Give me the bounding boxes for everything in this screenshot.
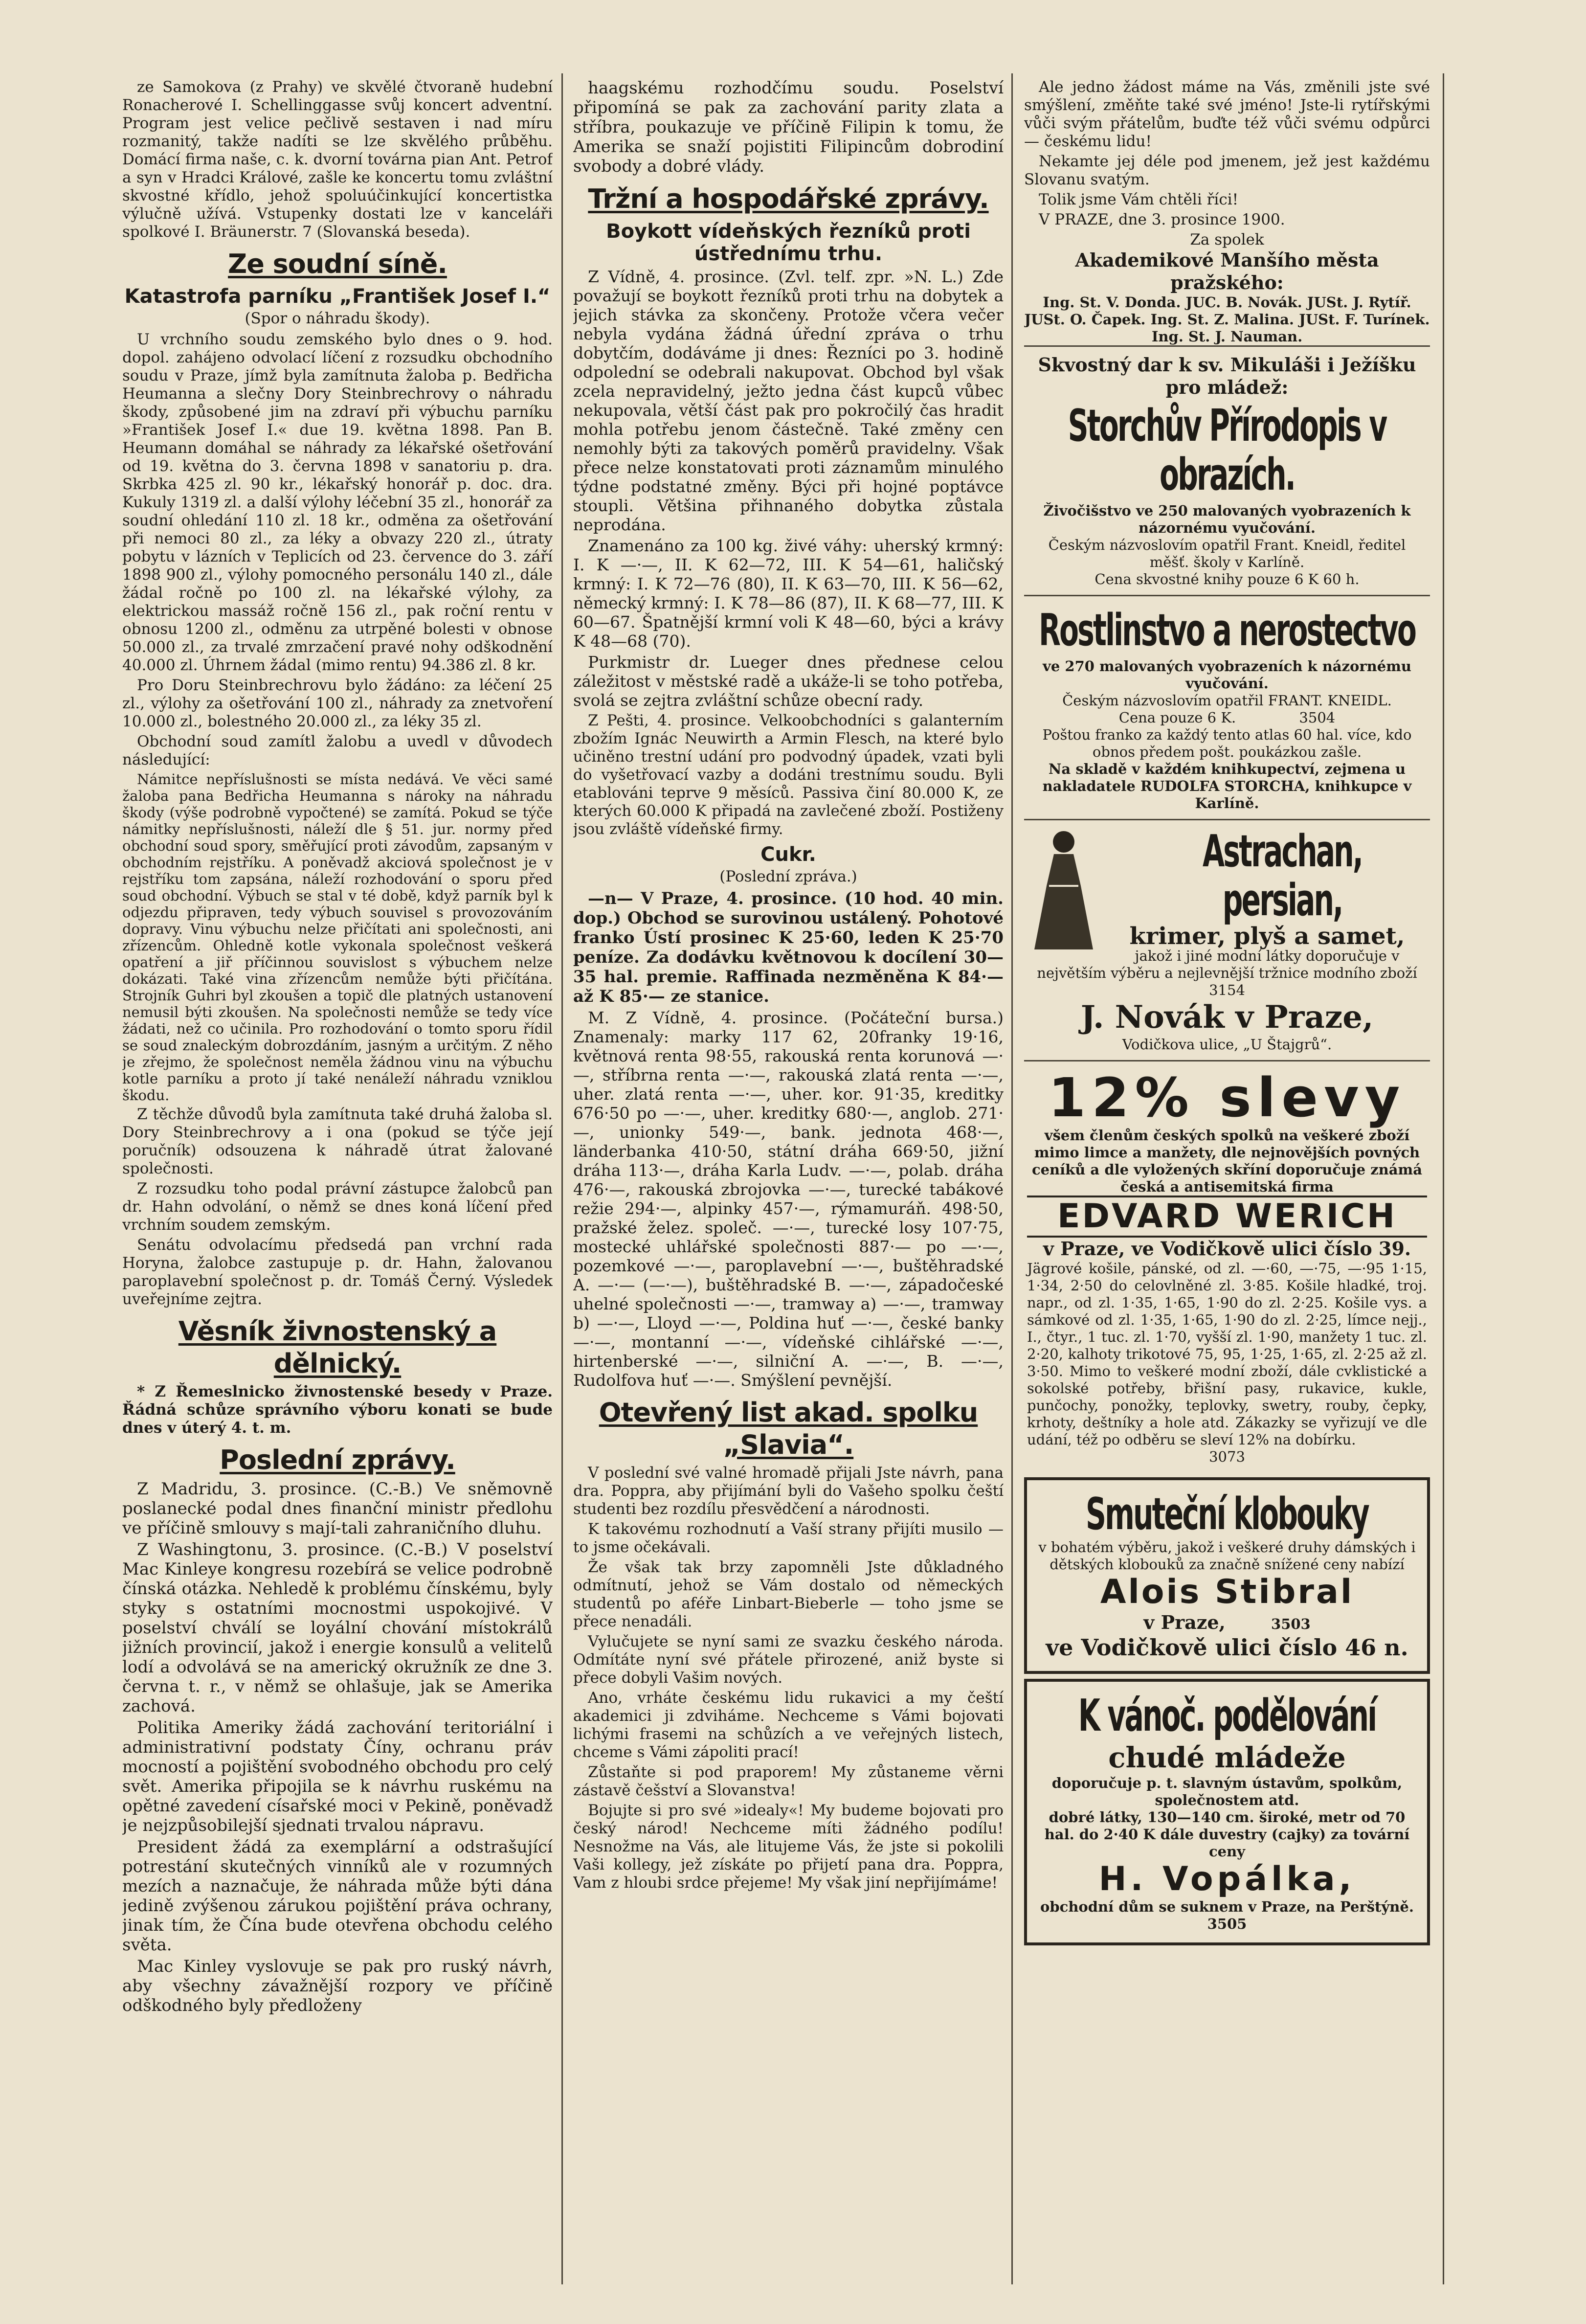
letter-organization: Akademikové Manšího města pražského: [1075, 249, 1379, 293]
ad-city [1032, 1611, 1422, 1634]
section-title-last-news: Poslední zprávy. [220, 1444, 455, 1475]
letter-paragraph: Že však tak brzy zapomněli Jste důkladného odmítnutí, jehož se Vám dostalo od německých studentů po aféře Linbart-Bieberle — toho jsme se přece nenadáli. [573, 1558, 1004, 1630]
ad-stibral [1024, 1477, 1430, 1674]
column-rule [1443, 73, 1444, 2284]
ad-code: 3505 [1207, 1916, 1247, 1932]
sugar-subhead: (Poslední zpráva.) [719, 868, 857, 885]
ad-code: 3073 [1209, 1448, 1245, 1465]
ad-firm: H. Vopálka, [1098, 1860, 1356, 1898]
column-left [122, 78, 553, 2279]
ad-author: Českým názvoslovím opatřil FRANT. KNEIDL. [1062, 692, 1392, 709]
column-middle [573, 78, 1004, 2279]
court-subhead: (Spor o náhradu škody). [245, 310, 430, 327]
ad-product-list: Jägrové košile, pánské, od zl. —·60, —·75, —·95 1·15, 1·34, 2·50 do celovlněné zl. 3·85. Košile hladké, troj. napr., od zl. 1·35, 1·65, 1·90 do zl. 2·25. Košile vys. a sámkové od zl. 1·35, 1·65, 1·90 do zl. 2·25, límce nejj., I., čtyr., 1 tuc. zl. 1·70, vyšší zl. 1·90, manžety 1 tuc. zl. 2·20, kalhoty trikotové 75, 95, 1·25, 1·65, zl. 2·25 až zl. 3·50. Mimo to veškeré modní zboží, dále cvklistické a sokolské potřeby, břišní pasy, rukavice, kukle, punčochy, ponožky, teplovky, swetry, rouby, čepky, krhoty, deštníky a hole atd. Zákazky se vyřizují ve dle udání, též po odběru se sleví 12% na dobírku. [1027, 1260, 1427, 1448]
ad-storch-zoology [1024, 345, 1430, 595]
ad-book-title: Storchův Přírodopis v obrazích. [1068, 400, 1386, 500]
letter-date: V PRAZE, dne 3. prosince 1900. [1039, 211, 1285, 228]
ad-description: v bohatém výběru, jakož i veškeré druhy dámských i dětských klobouků za značně snížené ceny nabízí [1038, 1539, 1416, 1573]
ad-headline: K vánoč. podělování [1078, 1690, 1376, 1741]
article-paragraph: Námitce nepříslušnosti se místa nedává. Ve věci samé žaloba pana Bedřicha Heumanna s nároky na náhradu škody (výše podrobně vypočtené) se zamítá. Pokud se týče námitky nepříslušnosti, náleží dle § 51. jur. normy před obchodní soud spory, směřující proti závodům, zapsaným v obchodním rejstříku. A poněvadž akciová společnost je v rejstříku tom zapsána, náleží rozhodování o sporu před soud obchodní. Výbuch se stal v té době, když parník byl k odjezdu připraven, tedy výbuch souvisel s provozováním dopravy. Vinu výbuchu nelze přičítati ani společnosti, ani zřízencům. Ohledně kotle vykonala společnost veškerá opatření a jiř příčinnou souvislost s výbuchem nelze dokázati. Také vina zřízencům nemůže býti přičítána. Strojník Guhri byl zkoušen a topič dle platných ustanovení nemusil býti zkoušen. Na společnosti nemůže se tedy více žádati, než co učinila. Pro rozhodování o tomto sporu řídil se soud znaleckým dobrozdáním, jasným a určitým. Z něho je zřejmo, že společnost neměla žádnou vinu na výbuchu kotle parníku a proto jí také nenáleží náhradu vzniklou škodu. [122, 771, 553, 1104]
ad-description: všem členům českých spolků na veškeré zboží mimo limce a manžety, dle nejnovějších povných ceníků a dle vyložených skříní doporučuje známá česká a antisemitská firma [1031, 1127, 1423, 1195]
ad-description-text: jakož i jiné modní látky doporučuje v největším výběru a nejlevnější tržnice modního zboží [1037, 948, 1417, 981]
letter-paragraph: Zůstaňte si pod praporem! My zůstaneme věrni zástavě češství a Slovanstva! [573, 1763, 1004, 1799]
letter-paragraph: Ano, vrháte českému lidu rukavici a my čeští akademici ji zdviháme. Nechceme s Vámi bojovati lichými frasemi na schůzích a ve veřejných listech, chceme s Vámi zápoliti prací! [573, 1689, 1004, 1761]
letter-paragraph: Bojujte si pro své »idealy«! My budeme bojovati pro český národ! Nechceme míti žádného podílu! Nesnožme na Vás, ale litujeme Vás, že jste si pokolili Vaši kollegy, jež získáte po přijetí pana dra. Poppra, Vam z hloubi srdce přejeme! My však jiní nepřijímáme! [573, 1802, 1004, 1892]
article-paragraph: Pro Doru Steinbrechrovu bylo žádáno: za léčení 25 zl., výlohy za ošetřování 100 zl., náhrady za znetvoření 10.000 zl., bolestného 20.000 zl., za léky 35 zl. [122, 677, 553, 730]
ad-postage: Poštou franko za každý tento atlas 60 hal. více, kdo obnos předem pošt. poukázkou zašle. [1042, 726, 1412, 760]
ad-description: doporučuje p. t. slavným ústavům, spolkům, společnostem atd. [1051, 1775, 1403, 1808]
letter-paragraph: V poslední své valné hromadě přijali Jste návrh, pana dra. Poppra, aby přijímání byli do Vašeho spolku čeští studenti bez rozdílu přesvědčení a národnosti. [573, 1464, 1004, 1518]
section-title-market: Tržní a hospodářské zprávy. [588, 183, 989, 214]
article-paragraph: Z Madridu, 3. prosince. (C.-B.) Ve sněmovně poslanecké podal dnes finanční ministr předlohu ve příčině smlouvy s mají-tali zahraničního dluhu. [122, 1479, 553, 1538]
article-paragraph: Z rozsudku toho podal právní zástupce žalobců pan dr. Hahn odvolání, o němž se dnes koná líčení před vrchním soudem zemským. [122, 1180, 553, 1234]
column-rule [561, 73, 563, 2284]
sugar-title: Cukr. [760, 843, 816, 866]
ad-werich [1024, 1060, 1430, 1472]
article-paragraph: Purkmistr dr. Lueger dnes přednese celou záležitost v městské radě a ukáže-li se toho potřeba, svolá se zejtra zvláštní schůze obecní rady. [573, 653, 1004, 710]
ad-headline: Astrachan, persian, [1203, 826, 1363, 926]
ad-book-title: Rostlinstvo a nerostectvo [1038, 605, 1416, 656]
article-paragraph: Znamenáno za 100 kg. živé váhy: uherský krmný: I. K —·—, II. K 62—72, III. K 54—61, haličský krmný: I. K 72—76 (80), II. K 63—70, III. K 56—62, německý krmný: I. K 78—86 (87), II. K 68—77, III. K 60—67. Špatnější krmní voli K 48—60, býci a krávy K 48—68 (70). [573, 536, 1004, 651]
article-paragraph: Z Pešti, 4. prosince. Velkoobchodníci s galanterním zbožím Ignác Neuwirth a Armin Flesch, na které bylo učiněno trestní udání pro podvodný úpadek, vzati byli do vyšetřovací vazby a dodáni trestnímu soudu. Byli etablováni teprve 9 měsíců. Passiva činí 80.000 K, ze kterých 60.000 K připadá na zavlečené zboží. Postiženy jsou zvláště vídeňské firmy. [573, 712, 1004, 838]
article-paragraph: Z těchže důvodů byla zamítnuta také druhá žaloba sl. Dory Steinbrechrovy a i ona (pokud se týče její poručník) odsouzena k náhradě útrat žalované společnosti. [122, 1106, 553, 1177]
ad-headline: Skvostný dar k sv. Mikuláši i Ježíšku pro mládež: [1038, 354, 1416, 398]
ad-firm: J. Novák v Praze, [1080, 999, 1374, 1036]
ad-code: 3504 [1299, 709, 1336, 726]
ad-firm: EDVARD WERICH [1027, 1196, 1427, 1238]
ad-price [1027, 709, 1427, 726]
ad-astrachan [1024, 819, 1430, 1060]
letter-paragraph: Ale jedno žádost máme na Vás, změnili jste své smýšlení, změňte také své jméno! Jste-li rytířskými vůči svým přátelům, buďte též vůči svému odpůrci — českému lidu! [1024, 78, 1430, 150]
concert-notice: ze Samokova (z Prahy) ve skvělé čtvoraně hudební Ronacherové I. Schellinggasse svůj koncert adventní. Program jest velice pečlivě sestaven i nad míru rozmanitý, takže nadíti se lze skvělého průběhu. Domácí firma naše, c. k. dvorní továrna pian Ant. Petrof a syn v Hradci Králové, zašle ke koncertu tomu zvláštní skvostné křídlo, jehož spoluúčinkující koncertistka výlučně užívá. Vstupenky dostati lze v kanceláři spolkové I. Bräunerstr. 7 (Slovanská beseda). [122, 78, 553, 241]
article-paragraph: Z Washingtonu, 3. prosince. (C.-B.) V poselství Mac Kinleye kongresu rozebírá se velice podrobně čínská otázka. Nehledě k problému čínskému, byly styky s ostatními mocnostmi uspokojivé. V poselství chválí se loyální chování místokrálů jižních provincií, jakož i energie konsulů a velitelů lodí a odvolává se na americký okružník ze dne 3. června t. r., v němž se ohlašuje, jak se Amerika zachová. [122, 1540, 553, 1716]
section-title-open-letter: Otevřený list akad. spolku „Slavia“. [599, 1397, 978, 1460]
ad-address: v Praze, ve Vodičkově ulici číslo 39. [1043, 1238, 1411, 1260]
column-right [1024, 78, 1430, 2279]
article-paragraph: Politika Ameriky žádá zachování teritoriální i administrativní podstaty Číny, ochranu práv mocností a pojištění svobodného obchodu pro celý svět. Amerika připojila se k návrhu ruskému na opětné zavedení císařské moci v Pekině, poněvadž je nejzpůsobilejší sjednati trvalou nápravu. [122, 1718, 553, 1835]
ad-city-text: v Praze, [1143, 1611, 1226, 1633]
ad-price-text: Cena pouze 6 K. [1118, 709, 1236, 726]
article-paragraph: haagskému rozhodčímu soudu. Poselství připomíná se pak za zachování parity zlata a stříbra, poukazuje ve příčině Filipin k tomu, že Amerika se snaží pojistiti Filipincům dobrodiní svobody a dobré vlády. [573, 78, 1004, 176]
ad-address: Vodičkova ulice, „U Štajgrů“. [1122, 1036, 1332, 1053]
article-paragraph: Obchodní soud zamítl žalobu a uvedl v důvodech následující: [122, 733, 553, 768]
letter-paragraph: Tolik jsme Vám chtěli říci! [1039, 191, 1239, 208]
section-title-court: Ze soudní síně. [228, 248, 447, 279]
ad-author: Českým názvoslovím opatřil Frant. Kneidl, ředitel měšť. školy v Karlíně. [1048, 537, 1406, 570]
ad-address: ve Vodičkově ulici číslo 46 n. [1046, 1634, 1408, 1661]
ad-storch-botany [1024, 595, 1430, 819]
article-paragraph: U vrchního soudu zemského bylo dnes o 9. hod. dopol. zahájeno odvolací líčení z rozsudku obchodního soudu v Praze, jímž byla zamítnuta žaloba p. Bedřicha Heumanna a slečny Dory Steinbrechrovy o náhradu škody, způsobené jim na zdraví při výbuchu parníku »František Josef I.« due 19. května 1898. Pan B. Heumann domáhal se náhrady za lékařské ošetřování od 19. května do 3. června 1898 v sanatoriu p. dra. Skrbka 425 zl. 90 kr., lékařský honorář p. doc. dra. Kukuly 1319 zl. a další výlohy léčební 35 zl., honorář za soudní ohledání 110 zl. 18 kr., odměna za ošetřování při nemoci 80 zl., za léky a obvazy 220 zl., útraty pobytu v lázních v Teplicích od 23. července do 3. září 1898 900 zl., výlohy pomocného personálu 140 zl., dále žádal ročně po 100 zl. na lékařské výlohy, za elektrickou massáž ročně 156 zl., pak roční rentu v obnosu 1200 zl., odměnu za utrpěné bolesti v obnose 50.000 zl., za trvalé zmrzačení pravé nohy odškodnění 40.000 zl. Úhrnem žádal (mimo rentu) 94.386 zl. 8 kr. [122, 331, 553, 674]
article-paragraph: President žádá za exemplární a odstrašující potrestání skutečných vinníků ale v rozumných mezích a naznačuje, že náhrada může býti dána jedině zvýšenou zárukou pojištění práva ochrany, jinak tím, že Čína bude otevřena obchodu celého světa. [122, 1837, 553, 1955]
ad-description: Živočišstvo ve 250 malovaných vyobrazeních k názornému vyučování. [1043, 502, 1411, 536]
market-headline: Boykott vídeňských řezníků proti ústřednímu trhu. [606, 220, 971, 265]
ad-price: Cena skvostné knihy pouze 6 K 60 h. [1095, 571, 1360, 587]
bourse-report: M. Z Vídně, 4. prosince. (Počáteční bursa.) Znamenaly: marky 117 62, 20franky 19·16, květnová renta 98·55, rakouská renta korunová —·—, stříbrna renta —·—, rakouská zlatá renta —·—, uher. zlatá renta —·—, uher. kor. 91·35, kreditky 676·50 po —·—, uher. kreditky 680·—, anglob. 271·—, unionky 549·—, bank. jednota 468·—, länderbanka 410·50, státní dráha 669·50, jižní dráha 113·—, dráha Karla Ludv. —·—, polab. dráha 476·—, rakouská zbrojovka —·—, turecké tabákové režie 294·—, alpinky 457·—, rýmamuráň. 498·50, pražské želez. společ. —·—, turecké losy 107·75, mostecké uhlářské společnosti 887·— po —·—, pozemkové —·—, paroplavební —·—, buštěhradské A. —·— (—·—), buštěhradské B. —·—, západočeské uhelné společnosti —·—, tramway a) —·—, tramway b) —·—, Lloyd —·—, Poldina huť —·—, české banky —·—, montanní —·—, vídeňské cihlářské —·—, hirtenberské —·—, silniční A. —·—, B. —·—, Rudolfova huť —·—. Smýšlení pevnější. [573, 1008, 1004, 1390]
letter-paragraph: K takovému rozhodnutí a Vaší strany přijíti musilo — to jsme očekávali. [573, 1520, 1004, 1556]
court-headline: Katastrofa parníku „František Josef I.“ [124, 285, 551, 308]
ad-subheadline: chudé mládeže [1108, 1741, 1346, 1774]
ad-banner: 12% slevy [1048, 1066, 1406, 1129]
ad-vopalka [1024, 1679, 1430, 1945]
ad-description [1027, 948, 1427, 999]
ad-store: Na skladě v každém knihkupectví, zejmena u nakladatele RUDOLFA STORCHA, knihkupce v Karlíně. [1042, 761, 1412, 812]
article-paragraph: Z Vídně, 4. prosince. (Zvl. telf. zpr. »N. L.) Zde považují se boykott řezníků proti trhu na dobytek a jejich stávka za skončeny. Protože včera večer nebyla vydána žádná úřední zpráva o trhu dobytčím, dodáváme ji dnes: Řezníci po 3. hodině odpolední se odebrali nakupovat. Obchod byl však zcela nepravidelný, ježto jedna část kupců vůbec nekupovala, větší část pak pro pokročilý čas hradit mohla potřebu jenom částečně. Také změny cen nemohly býti za takových poměrů pravidelny. Však přece nelze konstatovati proti záznamům minulého týdne podstatné změny. Býci při hojné poptávce stoupli. Většina přihnaného dobytka zůstala neprodána. [573, 267, 1004, 534]
letter-paragraph: Vylučujete se nyní sami ze svazku českého národa. Odmítáte nyní své přátele přirozené, aniž byste si přece dobyli Vašim nových. [573, 1633, 1004, 1687]
article-paragraph: * Z Řemeslnicko živnostenské besedy v Praze. Řádná schůze správního výboru konati se bude dnes v úterý 4. t. m. [122, 1383, 553, 1437]
ad-address-text: obchodní dům se suknem v Praze, na Perštýně. [1040, 1898, 1414, 1915]
article-paragraph: Mac Kinley vyslovuje se pak pro ruský návrh, aby všechny závažnější rozpory ve příčině odškodného byly předloženy [122, 1957, 553, 2015]
ad-description: ve 270 malovaných vyobrazeních k názornému vyučování. [1043, 658, 1411, 692]
ad-address [1032, 1898, 1422, 1933]
ad-subheadline: krimer, plyš a samet, [1129, 923, 1405, 950]
ad-headline: Smuteční klobouky [1086, 1489, 1368, 1540]
ad-goods: dobré látky, 130—140 cm. široké, metr od 70 hal. do 2·40 K dále duvestry (cajky) za tovární ceny [1044, 1809, 1410, 1860]
ad-code: 3503 [1271, 1616, 1311, 1632]
section-title-trade: Věsník živnostenský a dělnický. [178, 1316, 497, 1379]
letter-signers: Ing. St. V. Donda. JUC. B. Novák. JUSt. J. Rytíř. JUSt. O. Čapek. Ing. St. Z. Malina. JUSt. F. Turínek. Ing. St. J. Nauman. [1024, 294, 1430, 345]
ad-firm: Alois Stibral [1100, 1573, 1354, 1611]
letter-for: Za spolek [1190, 231, 1264, 248]
ad-code: 3154 [1209, 982, 1245, 998]
letter-paragraph: Nekamte jej déle pod jmenem, jež jest každému Slovanu svatým. [1024, 153, 1430, 188]
column-rule [1011, 73, 1013, 2284]
article-paragraph: Senátu odvolacímu předsedá pan vrchní rada Horyna, žalobce zastupuje p. dr. Hahn, žalovanou paroplavební společnost p. dr. Tomáš Černý. Výsledek uveřejníme zejtra. [122, 1236, 553, 1308]
sugar-report: —n— V Praze, 4. prosince. (10 hod. 40 min. dop.) Obchod se surovinou ustálený. Pohotové franko Ústí prosinec K 25·60, leden K 25·70 peníze. Za dodávku květnovou k docílení 30—35 hal. premie. Raffinada nezměněna K 84·— až K 85·— ze stanice. [573, 889, 1004, 1006]
